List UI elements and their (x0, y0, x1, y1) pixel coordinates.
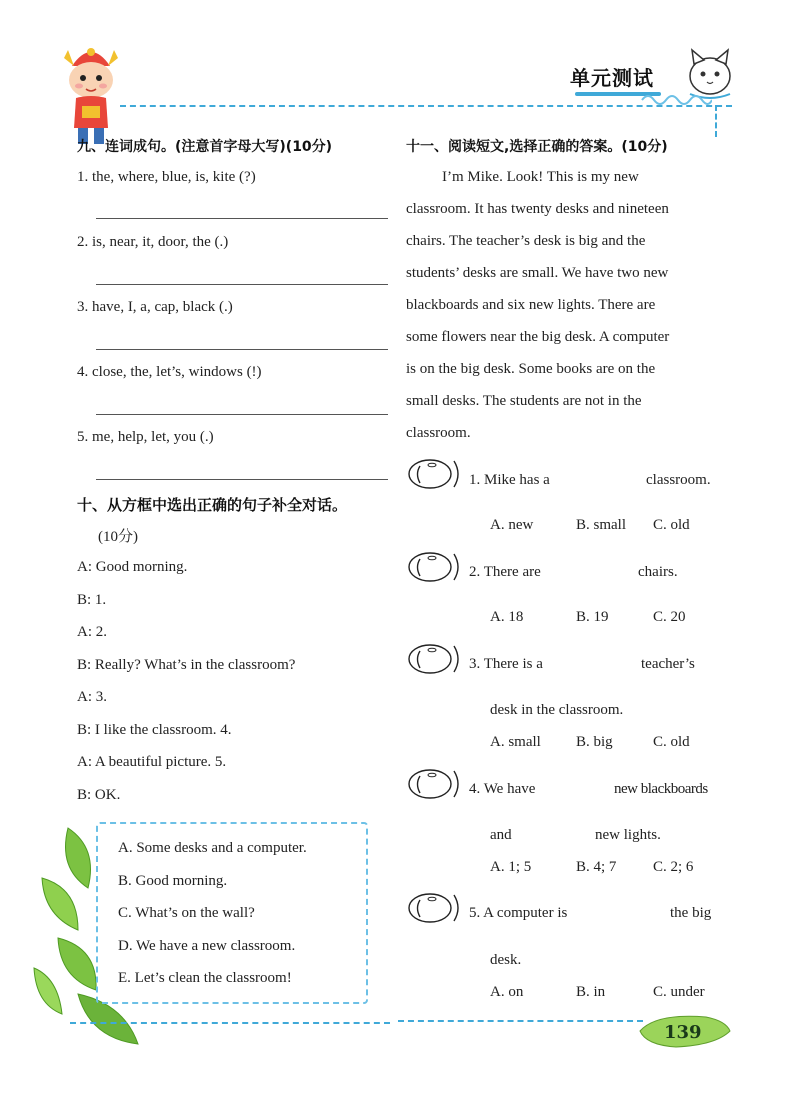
question-5-option-a: A. on (490, 984, 524, 1000)
dialogue-line-7: A: A beautiful picture. 5. (77, 754, 227, 770)
question-3-text-c: desk in the classroom. (490, 702, 624, 718)
passage-line-6: some flowers near the big desk. A computer (406, 329, 670, 345)
option-d: D. We have a new classroom. (118, 938, 296, 954)
passage-line-1: I’m Mike. Look! This is my new (442, 169, 639, 185)
wave-decoration-icon (640, 90, 712, 106)
question-4-option-b: B. 4; 7 (576, 859, 617, 875)
passage-line-9: classroom. (406, 425, 471, 441)
unit-test-title: 单元测试 (570, 66, 654, 90)
question-2-text-b: chairs. (638, 564, 678, 580)
question-1-text-a: 1. Mike has a (469, 472, 550, 488)
answer-line-3[interactable] (96, 349, 388, 350)
dialogue-line-2: B: 1. (77, 592, 107, 608)
answer-line-2[interactable] (96, 284, 388, 285)
question-5-text-c: desk. (490, 952, 522, 968)
answer-line-4[interactable] (96, 414, 388, 415)
boy-mascot-icon (58, 36, 124, 148)
question-1-text-b: classroom. (646, 472, 711, 488)
passage-line-3: chairs. The teacher’s desk is big and the (406, 233, 646, 249)
passage-line-2: classroom. It has twenty desks and nineteen (406, 201, 669, 217)
section9-item-2: 2. is, near, it, door, the (.) (77, 234, 229, 250)
bottom-dotted-divider (70, 1022, 390, 1024)
section9-item-5: 5. me, help, let, you (.) (77, 429, 214, 445)
section9-item-1: 1. the, where, blue, is, kite (?) (77, 169, 256, 185)
question-2-option-b: B. 19 (576, 609, 609, 625)
section9-item-3: 3. have, I, a, cap, black (.) (77, 299, 233, 315)
section11-heading: 十一、阅读短文,选择正确的答案。(10分) (406, 139, 668, 155)
section9-heading: 九、连词成句。(注意首字母大写)(10分) (77, 139, 333, 155)
question-5-text-a: 5. A computer is (469, 905, 568, 921)
answer-line-1[interactable] (96, 218, 388, 219)
question-4-text-b: new blackboards (614, 781, 708, 797)
question-5-option-c: C. under (653, 984, 705, 1000)
page-number: 139 (664, 1022, 702, 1043)
dialogue-line-8: B: OK. (77, 787, 121, 803)
dialogue-line-1: A: Good morning. (77, 559, 188, 575)
dialogue-line-5: A: 3. (77, 689, 107, 705)
dialogue-line-3: A: 2. (77, 624, 107, 640)
answer-line-5[interactable] (96, 479, 388, 480)
section10-score: (10分) (98, 529, 138, 545)
answer-bracket-5[interactable] (406, 891, 462, 925)
question-3-option-a: A. small (490, 734, 541, 750)
question-4-option-a: A. 1; 5 (490, 859, 532, 875)
question-4-option-c: C. 2; 6 (653, 859, 694, 875)
question-5-text-b: the big (670, 905, 712, 921)
question-3-option-c: C. old (653, 734, 690, 750)
question-1-option-b: B. small (576, 517, 627, 533)
question-4-text-c: and (490, 827, 512, 843)
right-dotted-divider (715, 105, 717, 137)
dialogue-line-4: B: Really? What’s in the classroom? (77, 657, 296, 673)
passage-line-5: blackboards and six new lights. There are (406, 297, 656, 313)
section10-heading: 十、从方框中选出正确的句子补全对话。 (77, 496, 348, 514)
question-3-text-a: 3. There is a (469, 656, 543, 672)
question-2-text-a: 2. There are (469, 564, 541, 580)
answer-bracket-2[interactable] (406, 550, 462, 584)
option-e: E. Let’s clean the classroom! (118, 970, 292, 986)
passage-line-8: small desks. The students are not in the (406, 393, 642, 409)
option-a: A. Some desks and a computer. (118, 840, 307, 856)
question-3-text-b: teacher’s (641, 656, 695, 672)
dialogue-line-6: B: I like the classroom. 4. (77, 722, 232, 738)
passage-line-7: is on the big desk. Some books are on the (406, 361, 656, 377)
question-1-option-c: C. old (653, 517, 690, 533)
question-4-text-d: new lights. (595, 827, 661, 843)
question-1-option-a: A. new (490, 517, 534, 533)
question-4-text-a: 4. We have (469, 781, 536, 797)
answer-bracket-4[interactable] (406, 767, 462, 801)
answer-bracket-1[interactable] (406, 457, 462, 491)
question-2-option-c: C. 20 (653, 609, 686, 625)
footer-dotted-divider (398, 1020, 643, 1022)
answer-bracket-3[interactable] (406, 642, 462, 676)
question-3-option-b: B. big (576, 734, 613, 750)
option-b: B. Good morning. (118, 873, 228, 889)
question-5-option-b: B. in (576, 984, 606, 1000)
passage-line-4: students’ desks are small. We have two new (406, 265, 669, 281)
option-c: C. What’s on the wall? (118, 905, 255, 921)
question-2-option-a: A. 18 (490, 609, 524, 625)
section9-item-4: 4. close, the, let’s, windows (!) (77, 364, 262, 380)
